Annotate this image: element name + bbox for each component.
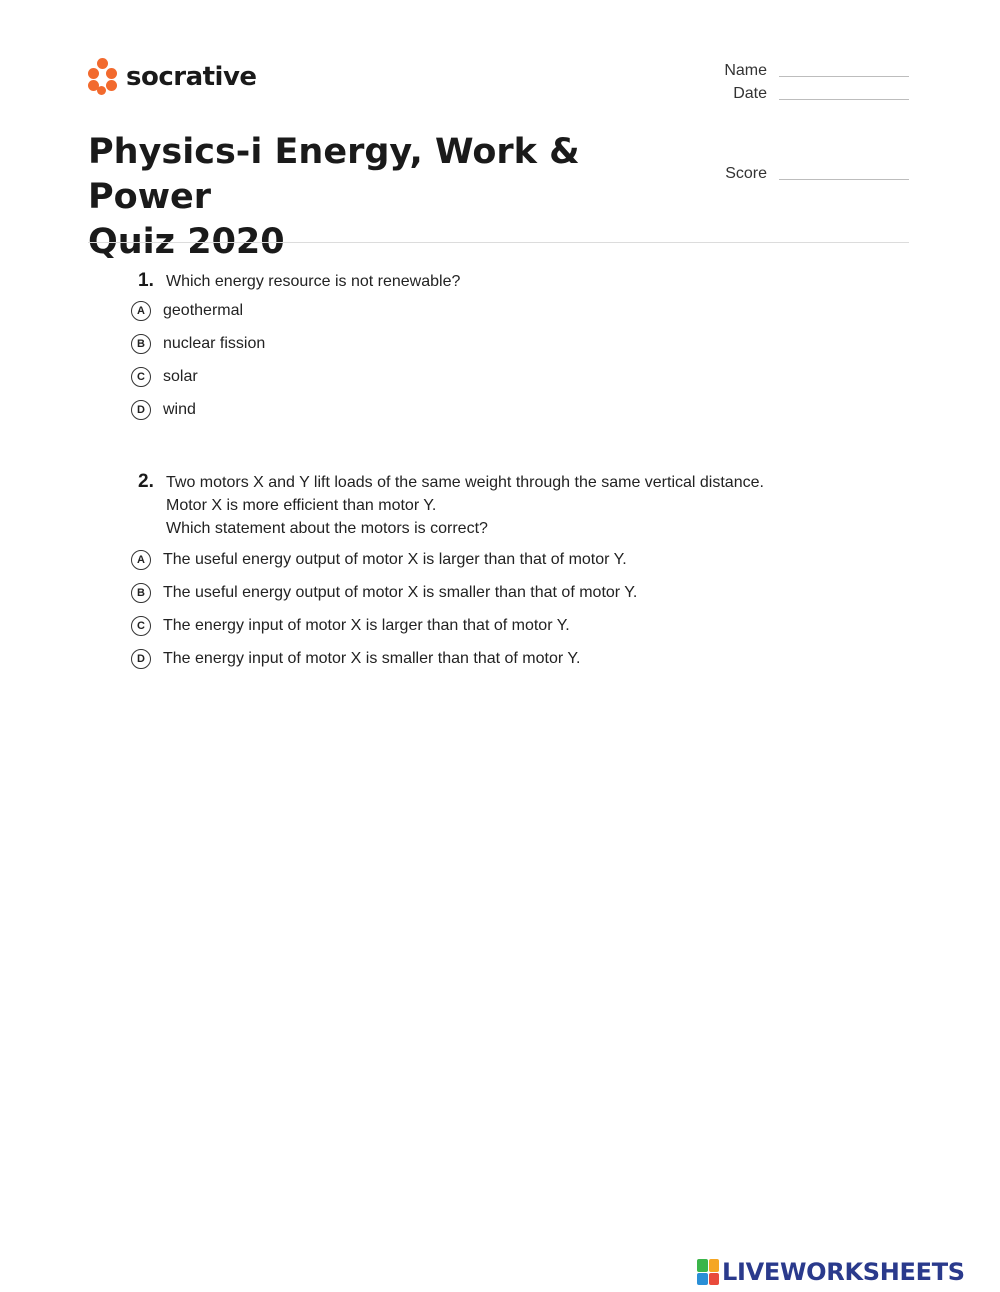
- question-2: [130, 471, 850, 670]
- option-text: geothermal: [163, 301, 244, 319]
- date-line[interactable]: [779, 98, 909, 100]
- option-text: solar: [163, 367, 198, 385]
- option-letter-circle[interactable]: C: [131, 616, 151, 636]
- socrative-logo-icon: [88, 58, 118, 96]
- question-1: [130, 270, 850, 421]
- option-text: wind: [163, 400, 196, 418]
- option-letter-circle[interactable]: A: [131, 550, 151, 570]
- question-line: Which energy resource is not renewable?: [166, 273, 461, 290]
- quiz-title-line-2: Quiz 2020: [88, 222, 285, 262]
- option-d[interactable]: [130, 398, 850, 421]
- date-field[interactable]: [687, 85, 909, 103]
- option-d[interactable]: [130, 647, 850, 670]
- quiz-title-line-1: Physics-i Energy, Work & Power: [88, 132, 580, 217]
- liveworksheets-watermark: [697, 1258, 965, 1286]
- option-a[interactable]: [130, 299, 850, 322]
- name-field[interactable]: [687, 62, 909, 80]
- option-text: nuclear fission: [163, 334, 266, 352]
- socrative-logo-text: socrative: [126, 62, 257, 92]
- liveworksheets-logo-icon: [697, 1259, 719, 1285]
- option-text: The energy input of motor X is larger than that of motor Y.: [163, 616, 570, 634]
- question-line: Motor X is more efficient than motor Y.: [166, 497, 437, 514]
- option-letter-circle[interactable]: B: [131, 334, 151, 354]
- option-c[interactable]: [130, 365, 850, 388]
- option-b[interactable]: [130, 332, 850, 355]
- question-text: [166, 270, 460, 293]
- option-a[interactable]: [130, 548, 850, 571]
- option-text: The useful energy output of motor X is smaller than that of motor Y.: [163, 583, 638, 601]
- option-text: The useful energy output of motor X is larger than that of motor Y.: [163, 550, 627, 568]
- date-label: Date: [733, 85, 767, 102]
- option-letter-circle[interactable]: D: [131, 400, 151, 420]
- header-divider: [88, 242, 909, 243]
- name-label: Name: [724, 62, 767, 79]
- question-text: [166, 471, 764, 540]
- score-field[interactable]: [687, 165, 909, 183]
- option-letter-circle[interactable]: A: [131, 301, 151, 321]
- option-c[interactable]: [130, 614, 850, 637]
- score-label: Score: [725, 165, 767, 182]
- option-b[interactable]: [130, 581, 850, 604]
- score-line[interactable]: [779, 178, 909, 180]
- name-line[interactable]: [779, 75, 909, 77]
- socrative-logo: [88, 58, 257, 96]
- option-letter-circle[interactable]: C: [131, 367, 151, 387]
- quiz-title: [88, 130, 708, 265]
- question-number: 1.: [138, 270, 154, 291]
- question-line: Two motors X and Y lift loads of the same weight through the same vertical distance.: [166, 474, 764, 491]
- liveworksheets-text: LIVEWORKSHEETS: [722, 1258, 965, 1286]
- question-number: 2.: [138, 471, 154, 492]
- question-line: Which statement about the motors is correct?: [166, 520, 488, 537]
- option-text: The energy input of motor X is smaller than that of motor Y.: [163, 649, 581, 667]
- option-letter-circle[interactable]: B: [131, 583, 151, 603]
- option-letter-circle[interactable]: D: [131, 649, 151, 669]
